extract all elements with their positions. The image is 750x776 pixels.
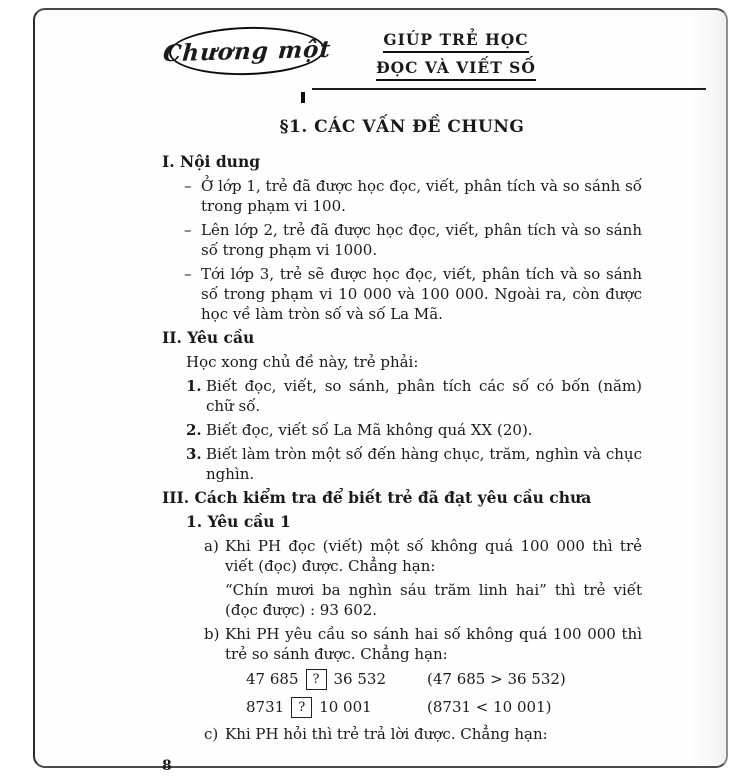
numbered-item <box>186 376 642 416</box>
bullet-dash: – <box>184 177 192 195</box>
subsection-heading-yeu-cau-1: 1. Yêu cầu 1 <box>186 512 291 531</box>
header-title <box>361 30 551 86</box>
header-title-line2: ĐỌC VÀ VIẾT SỐ <box>376 58 536 81</box>
bullet-dash: – <box>184 265 192 283</box>
lettered-item-text: Khi PH hỏi thì trẻ trả lời được. Chẳng hạn: <box>225 725 548 743</box>
lettered-item-text: Khi PH yêu cầu so sánh hai số không quá 100 000 thì trẻ so sánh được. Chẳng hạn: <box>225 625 642 663</box>
numbered-item-number: 2. <box>186 421 202 439</box>
book-page <box>33 8 728 774</box>
section-heading-cach-kiem-tra: III. Cách kiểm tra để biết trẻ đã đạt yêu cầu chưa <box>162 488 592 507</box>
comparison-exercise-row <box>246 668 642 690</box>
comparison-right-number: 10 001 <box>319 698 372 716</box>
chapter-badge-oval <box>161 25 333 77</box>
bullet-item <box>184 176 642 216</box>
page-header <box>35 10 726 98</box>
comparison-left-number: 47 685 <box>246 670 299 688</box>
comparison-expression <box>246 697 427 718</box>
question-placeholder-box: ? <box>306 669 327 690</box>
numbered-item-text: Biết đọc, viết số La Mã không quá XX (20). <box>206 421 533 439</box>
chapter-label: Chương một <box>161 35 333 67</box>
comparison-answer: (8731 < 10 001) <box>427 698 552 716</box>
header-rule <box>312 88 706 90</box>
bullet-text: Ở lớp 1, trẻ đã được học đọc, viết, phân tích và so sánh số trong phạm vi 100. <box>201 177 642 215</box>
numbered-item <box>186 420 642 440</box>
numbered-item-text: Biết đọc, viết, so sánh, phân tích các số có bốn (năm) chữ số. <box>206 377 642 415</box>
lettered-item-label: b) <box>204 625 220 643</box>
lettered-item-label: a) <box>204 537 219 555</box>
example-quote: “Chín mươi ba nghìn sáu trăm linh hai” thì trẻ viết (đọc được) : 93 602. <box>225 581 642 619</box>
numbered-item-text: Biết làm tròn một số đến hàng chục, trăm, nghìn và chục nghìn. <box>206 445 642 483</box>
comparison-expression <box>246 669 427 690</box>
bullet-text: Tới lớp 3, trẻ sẽ được học đọc, viết, phân tích và so sánh số trong phạm vi 10 000 và 100 000. Ngoài ra, còn được học về làm tròn số và số La Mã. <box>201 265 642 323</box>
bullet-item <box>184 220 642 260</box>
bullet-dash: – <box>184 221 192 239</box>
lettered-item-label: c) <box>204 725 219 743</box>
bullet-item <box>184 264 642 324</box>
section-heading-noi-dung: I. Nội dung <box>162 152 261 171</box>
numbered-item-number: 1. <box>186 377 202 395</box>
comparison-left-number: 8731 <box>246 698 285 716</box>
page-number: 8 <box>162 758 172 774</box>
header-tick-mark <box>301 92 305 103</box>
lettered-item-b <box>204 624 642 664</box>
page-content <box>162 116 642 776</box>
lettered-item-text: Khi PH đọc (viết) một số không quá 100 000 thì trẻ viết (đọc) được. Chẳng hạn: <box>225 537 642 575</box>
header-title-line1: GIÚP TRẺ HỌC <box>383 30 528 53</box>
page-title: §1. CÁC VẤN ĐỀ CHUNG <box>279 117 525 137</box>
numbered-item-number: 3. <box>186 445 202 463</box>
question-placeholder-box: ? <box>291 697 312 718</box>
section-intro: Học xong chủ đề này, trẻ phải: <box>186 353 419 371</box>
bullet-text: Lên lớp 2, trẻ đã được học đọc, viết, phân tích và so sánh số trong phạm vi 1000. <box>201 221 642 259</box>
numbered-item <box>186 444 642 484</box>
lettered-item-a <box>204 536 642 576</box>
section-heading-yeu-cau: II. Yêu cầu <box>162 328 255 347</box>
comparison-answer: (47 685 > 36 532) <box>427 670 566 688</box>
lettered-item-c <box>204 724 642 744</box>
comparison-right-number: 36 532 <box>333 670 386 688</box>
comparison-exercise-row <box>246 696 642 718</box>
